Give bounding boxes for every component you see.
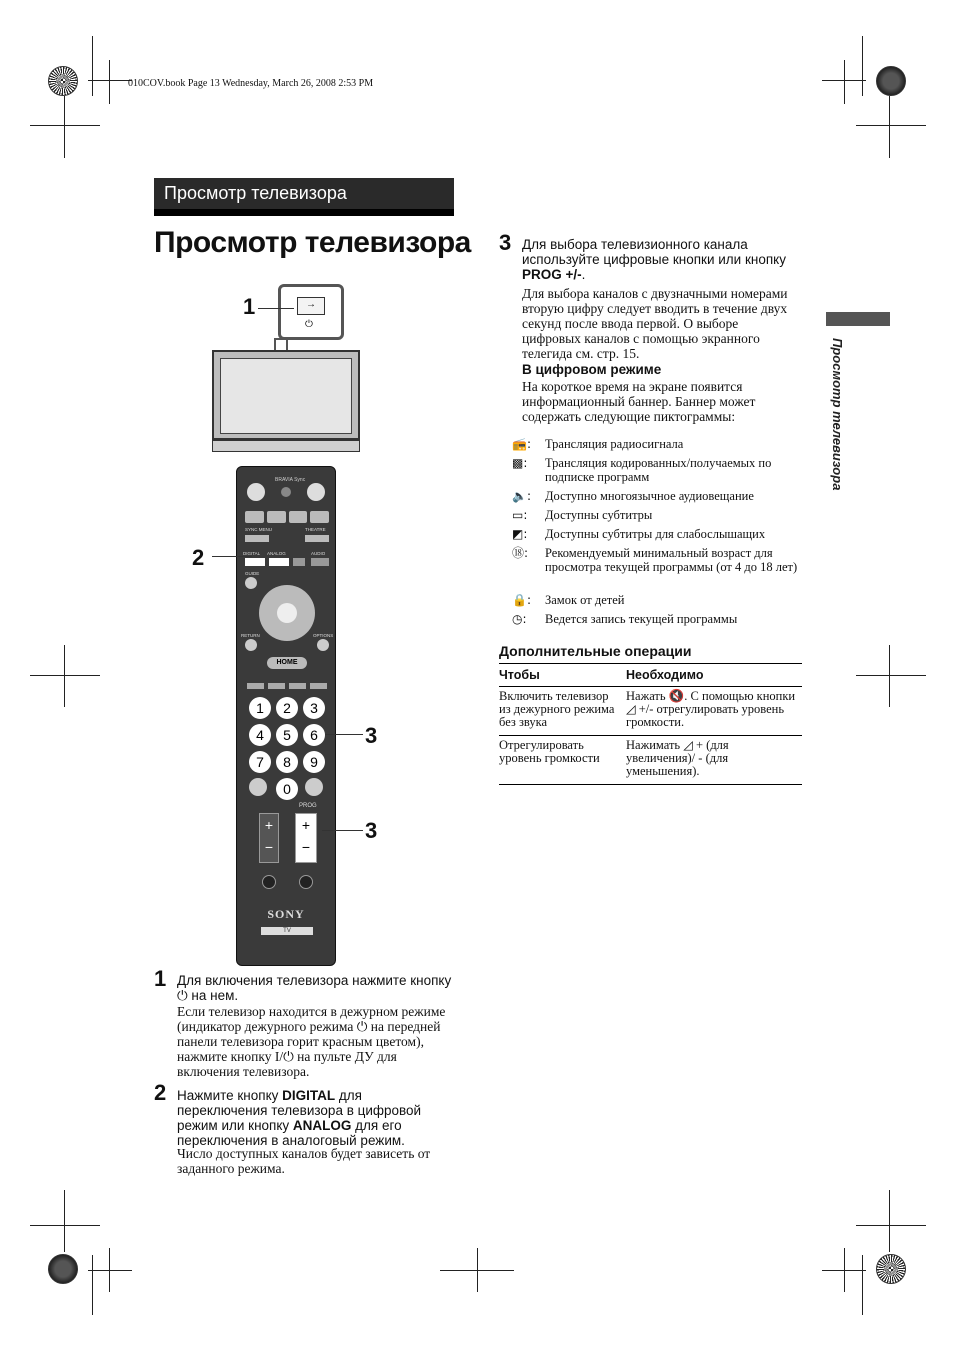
tv-screen bbox=[220, 358, 352, 434]
volume-rocker[interactable]: + − bbox=[259, 813, 279, 863]
green-button[interactable] bbox=[268, 683, 285, 689]
digit-8-button[interactable]: 8 bbox=[276, 751, 298, 773]
home-button[interactable]: HOME bbox=[267, 657, 307, 669]
power-button-icon: → bbox=[297, 297, 325, 315]
yellow-button[interactable] bbox=[289, 683, 306, 689]
options-button[interactable] bbox=[317, 639, 329, 651]
tv-mode-label: TV bbox=[261, 927, 313, 935]
registration-star-icon bbox=[876, 1254, 906, 1284]
step-1-lead: Для включения телевизора нажмите кнопку ⏻ на нем. bbox=[177, 973, 452, 1003]
prog-label: PROG bbox=[299, 803, 317, 809]
table-row bbox=[499, 687, 802, 736]
sync-menu-label: SYNC MENU bbox=[245, 527, 273, 532]
play-button[interactable] bbox=[267, 511, 286, 523]
list-item: ▩: Трансляция кодированных/получаемых по подписке программ bbox=[512, 456, 772, 484]
blue-button[interactable] bbox=[310, 683, 327, 689]
list-item: 🔈: Доступно многоязычное аудиовещание bbox=[512, 489, 754, 503]
ok-button[interactable] bbox=[277, 603, 297, 623]
theatre-label: THEATRE bbox=[305, 527, 326, 532]
subtitles-icon: ▭: bbox=[512, 508, 528, 522]
red-button[interactable] bbox=[247, 683, 264, 689]
return-label: RETURN bbox=[241, 633, 260, 638]
step-3-body: Для выбора каналов с двузначными номерами вторую цифру следует вводить в течение двух секунд после ввода первой. О выборе цифровых каналов с помощью экранного телегида см. стр. 15. bbox=[522, 286, 788, 361]
list-item: ▭: Доступны субтитры bbox=[512, 508, 653, 522]
table-cell: Включить телевизор из дежурного режима без звука bbox=[499, 687, 626, 736]
list-item: 📻: Трансляция радиосигнала bbox=[512, 437, 684, 451]
subtitle-button[interactable] bbox=[293, 558, 305, 566]
registration-star-icon bbox=[876, 66, 906, 96]
analog-button[interactable] bbox=[269, 558, 289, 566]
callout-3a: 3 bbox=[365, 723, 378, 748]
theatre-button[interactable] bbox=[305, 535, 329, 542]
step-1-body: Если телевизор находится в дежурном режиме (индикатор дежурного режима ⏻ на передней панели телевизора горит красным цветом), нажмите кнопку I/⏻ на пульте ДУ для включения телевизора. bbox=[177, 1004, 446, 1079]
options-label: OPTIONS bbox=[313, 633, 334, 638]
digit-4-button[interactable]: 4 bbox=[249, 724, 271, 746]
extra-ops-heading: Дополнительные операции bbox=[499, 643, 692, 659]
sync-menu-button[interactable] bbox=[245, 535, 269, 542]
guide-button[interactable] bbox=[245, 577, 257, 589]
step-3-lead: Для выбора телевизионного канала используйте цифровые кнопки или кнопку PROG +/-. bbox=[522, 237, 786, 282]
file-stamp: 010COV.book Page 13 Wednesday, March 26, 2008 2:53 PM bbox=[128, 78, 374, 89]
analog-label: ANALOG bbox=[267, 551, 286, 556]
table-header-todo: Чтобы bbox=[499, 664, 626, 687]
digit-6-button[interactable]: 6 bbox=[303, 724, 325, 746]
list-item: ⑱: Рекомендуемый минимальный возраст для просмотра текущей программы (от 4 до 18 лет) bbox=[512, 546, 798, 574]
digital-label: DIGITAL bbox=[243, 551, 261, 556]
callout-3b: 3 bbox=[365, 818, 378, 843]
hearing-impaired-subtitles-icon: ◩: bbox=[512, 527, 528, 541]
digital-mode-heading: В цифровом режиме bbox=[522, 362, 662, 377]
rewind-button[interactable] bbox=[245, 511, 264, 523]
callout-1: 1 bbox=[243, 294, 256, 319]
extra-ops-table bbox=[499, 663, 802, 785]
standby-indicator-icon: ⏻ bbox=[305, 319, 313, 330]
power-button[interactable] bbox=[307, 483, 325, 501]
audio-label: AUDIO bbox=[311, 551, 326, 556]
digit-2-button[interactable]: 2 bbox=[276, 697, 298, 719]
radio-icon: 📻: bbox=[512, 437, 531, 451]
table-cell: Нажать 🔇. С помощью кнопки ◿ +/- отрегулировать уровень громкости. bbox=[626, 687, 802, 736]
teletext-button[interactable] bbox=[249, 778, 267, 796]
digit-7-button[interactable]: 7 bbox=[249, 751, 271, 773]
guide-label: GUIDE bbox=[245, 571, 260, 576]
jump-button[interactable] bbox=[299, 875, 313, 889]
digit-0-button[interactable]: 0 bbox=[276, 778, 298, 800]
mute-button[interactable] bbox=[262, 875, 276, 889]
table-header-action: Необходимо bbox=[626, 664, 802, 687]
scrambled-icon: ▩: bbox=[512, 456, 528, 470]
step-2-body: Число доступных каналов будет зависеть от заданного режима. bbox=[177, 1146, 431, 1176]
step-2-number: 2 bbox=[154, 1080, 167, 1105]
pause-button[interactable] bbox=[289, 511, 308, 523]
recording-icon: ◷: bbox=[512, 612, 527, 626]
return-button[interactable] bbox=[245, 639, 257, 651]
table-row bbox=[499, 736, 802, 785]
list-item: ◷: Ведется запись текущей программы bbox=[512, 612, 738, 626]
list-item: 🔒: Замок от детей bbox=[512, 593, 625, 607]
digit-1-button[interactable]: 1 bbox=[249, 697, 271, 719]
input-button[interactable] bbox=[247, 483, 265, 501]
tv-power-zoom bbox=[278, 284, 344, 340]
step-3-number: 3 bbox=[499, 230, 512, 255]
callout-2: 2 bbox=[192, 545, 205, 570]
section-header: Просмотр телевизора bbox=[154, 178, 454, 216]
favourites-button[interactable] bbox=[305, 778, 323, 796]
age-rating-icon: ⑱: bbox=[512, 546, 529, 560]
tv-teletext-button[interactable] bbox=[281, 487, 291, 497]
step-2-lead: Нажмите кнопку DIGITAL для переключения телевизора в цифровой режим или кнопку ANALOG для его переключения в аналоговый режим. bbox=[177, 1088, 422, 1148]
remote-control bbox=[236, 466, 336, 966]
registration-star-icon bbox=[48, 1254, 78, 1284]
digit-3-button[interactable]: 3 bbox=[303, 697, 325, 719]
page-title: Просмотр телевизора bbox=[154, 226, 471, 259]
table-cell: Нажимать ◿ + (для увеличения)/ - (для уменьшения). bbox=[626, 736, 802, 785]
bravia-label: BRAVIA Sync bbox=[275, 477, 306, 483]
audio-button[interactable] bbox=[311, 558, 329, 566]
side-tab-marker bbox=[826, 312, 890, 326]
step-1-number: 1 bbox=[154, 966, 167, 991]
multilingual-audio-icon: 🔈: bbox=[512, 489, 531, 503]
digital-mode-body: На короткое время на экране появится информационный баннер. Баннер может содержать следующие пиктограммы: bbox=[522, 379, 756, 424]
table-cell: Отрегулировать уровень громкости bbox=[499, 736, 626, 785]
registration-star-icon bbox=[48, 66, 78, 96]
list-item: ◩: Доступны субтитры для слабослышащих bbox=[512, 527, 766, 541]
lock-icon: 🔒: bbox=[512, 593, 531, 607]
navigation-pad[interactable] bbox=[259, 585, 315, 641]
digital-button[interactable] bbox=[245, 558, 265, 566]
digit-9-button[interactable]: 9 bbox=[303, 751, 325, 773]
side-tab-text: Просмотр телевизора bbox=[830, 338, 845, 491]
forward-button[interactable] bbox=[310, 511, 329, 523]
digit-5-button[interactable]: 5 bbox=[276, 724, 298, 746]
sony-logo: SONY bbox=[267, 907, 305, 921]
tv-stand bbox=[212, 440, 360, 452]
prog-rocker[interactable]: + − bbox=[295, 813, 317, 863]
